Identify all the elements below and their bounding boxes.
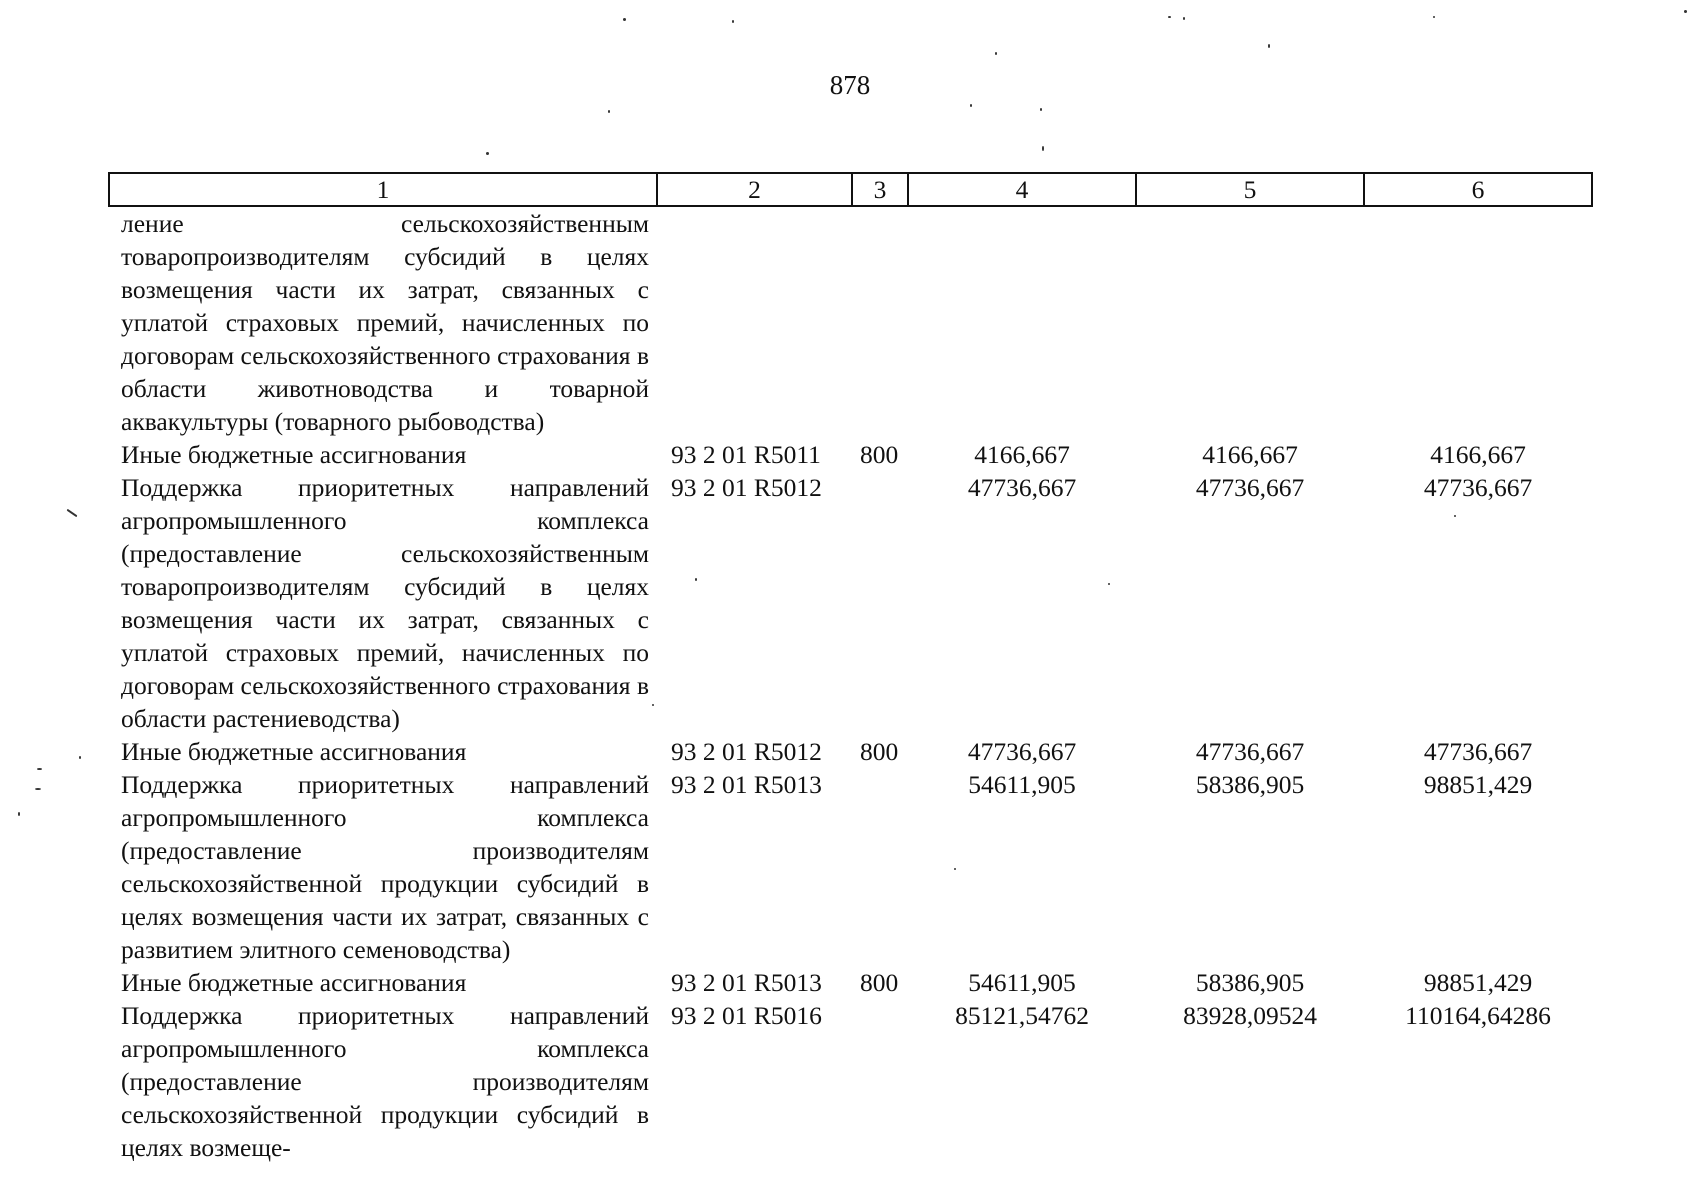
row-code: 93 2 01 R5012 <box>671 737 822 766</box>
table-row <box>109 206 1592 438</box>
header-row <box>109 173 1592 206</box>
row-value-4: 47736,667 <box>967 473 1077 502</box>
scan-speck <box>652 704 654 706</box>
row-kind <box>852 999 908 1164</box>
row-code: 93 2 01 R5016 <box>671 1001 822 1030</box>
row-value-5: 58386,905 <box>1195 770 1305 799</box>
row-name: Иные бюджетные ассигнования <box>121 968 467 997</box>
header-col-2: 2 <box>657 173 852 206</box>
row-value-6: 98851,429 <box>1423 968 1533 997</box>
row-value-5: 47736,667 <box>1195 737 1305 766</box>
table-body <box>109 206 1592 1164</box>
scan-speck <box>1684 10 1687 13</box>
scan-speck <box>623 18 626 21</box>
row-name: Иные бюджетные ассигнования <box>121 737 467 766</box>
row-kind: 800 <box>860 968 899 997</box>
scan-speck <box>732 20 734 23</box>
row-code <box>657 206 852 438</box>
scan-speck <box>1433 16 1435 18</box>
row-kind <box>852 471 908 735</box>
scan-speck <box>995 52 997 55</box>
row-value-5: 58386,905 <box>1195 968 1305 997</box>
table-header <box>109 173 1592 206</box>
row-value-6 <box>1364 206 1592 438</box>
row-code: 93 2 01 R5012 <box>671 473 822 502</box>
header-col-5: 5 <box>1136 173 1364 206</box>
row-name: Иные бюджетные ассигнования <box>121 440 467 469</box>
row-name: Поддержка приоритетных направлений агропромышленного комплекса (предоставление сельскохозяйственным товаропроизводителям субсидий в целях возмещения части их затрат, связанных с уплатой страховых премий, начисленных по договорам сельскохозяйственного страхования в области растениеводства) <box>121 473 649 733</box>
row-value-6: 47736,667 <box>1423 737 1533 766</box>
budget-table <box>108 172 1593 1164</box>
row-kind: 800 <box>860 440 899 469</box>
scan-speck <box>18 812 20 816</box>
table-row <box>109 438 1592 471</box>
scan-speck <box>970 104 972 107</box>
page-number <box>0 70 1696 101</box>
row-value-5: 83928,09524 <box>1183 1001 1317 1030</box>
row-value-4: 47736,667 <box>967 737 1077 766</box>
row-value-5 <box>1136 206 1364 438</box>
header-col-3: 3 <box>852 173 908 206</box>
scan-speck <box>1183 17 1185 20</box>
scan-speck <box>1040 108 1042 111</box>
row-value-4 <box>908 206 1136 438</box>
scan-speck <box>1108 583 1110 585</box>
row-value-4: 4166,667 <box>974 440 1070 469</box>
row-value-6: 110164,64286 <box>1405 1001 1551 1030</box>
table-row <box>109 999 1592 1164</box>
row-value-5: 47736,667 <box>1195 473 1305 502</box>
scan-speck <box>954 868 956 870</box>
scan-speck <box>67 509 78 518</box>
row-value-6: 4166,667 <box>1430 440 1526 469</box>
header-col-1: 1 <box>109 173 657 206</box>
row-value-6: 98851,429 <box>1423 770 1533 799</box>
page-number-text: 878 <box>829 70 871 100</box>
scan-speck <box>1168 16 1171 18</box>
row-name: Поддержка приоритетных направлений агропромышленного комплекса (предоставление производителям сельскохозяйственной продукции субсидий в целях возмещения части их затрат, связанных с развитием элитного семеноводства) <box>121 770 649 964</box>
table-row <box>109 735 1592 768</box>
table-row <box>109 966 1592 999</box>
header-col-4: 4 <box>908 173 1136 206</box>
scan-speck <box>1454 515 1456 517</box>
row-value-5: 4166,667 <box>1202 440 1298 469</box>
scan-speck <box>1042 146 1044 151</box>
table-row <box>109 768 1592 966</box>
scan-speck <box>695 578 697 581</box>
scan-speck <box>37 768 42 770</box>
scan-speck <box>608 110 610 113</box>
row-kind <box>852 206 908 438</box>
row-name: Поддержка приоритетных направлений агропромышленного комплекса (предоставление производителям сельскохозяйственной продукции субсидий в целях возмеще- <box>121 1001 649 1162</box>
scan-speck <box>486 152 489 155</box>
row-kind <box>852 768 908 966</box>
row-code: 93 2 01 R5011 <box>671 440 821 469</box>
scan-speck <box>1268 44 1270 48</box>
row-name: ление сельскохозяйственным товаропроизводителям субсидий в целях возмещения части их затрат, связанных с уплатой страховых премий, начисленных по договорам сельскохозяйственного страхования в области животноводства и товарной аквакультуры (товарного рыбоводства) <box>121 209 649 436</box>
row-code: 93 2 01 R5013 <box>671 968 822 997</box>
row-value-4: 54611,905 <box>968 770 1076 799</box>
table-row <box>109 471 1592 735</box>
scan-speck <box>35 788 41 790</box>
row-value-4: 85121,54762 <box>955 1001 1089 1030</box>
scan-speck <box>79 756 81 759</box>
header-col-6: 6 <box>1364 173 1592 206</box>
row-value-4: 54611,905 <box>968 968 1076 997</box>
row-value-6: 47736,667 <box>1423 473 1533 502</box>
row-code: 93 2 01 R5013 <box>671 770 822 799</box>
row-kind: 800 <box>860 737 899 766</box>
